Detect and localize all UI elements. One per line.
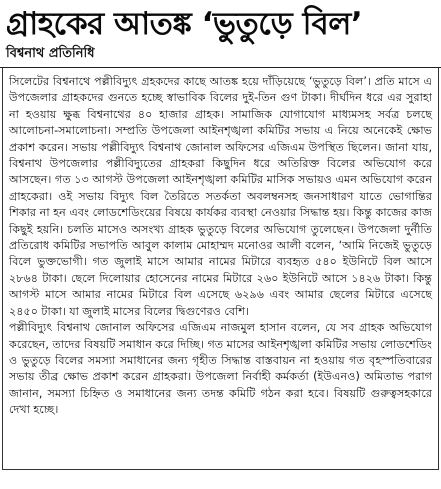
article-body [2,68,439,470]
headline: গ্রাহকের আতঙ্ক ‘ভুতুড়ে বিল’ [6,6,363,42]
byline: বিশ্বনাথ প্রতিনিধি [6,46,95,61]
article-paragraph-2: পল্লীবিদ্যুৎ বিশ্বনাথ জোনাল অফিসের এজিএম নাজমুল হাসান বলেন, যে সব গ্রাহক অভিযোগ করেছেন, তাদের বিষয়টি সমাধান করে দিচ্ছি। গত মাসের আইনশৃঙ্খলা কমিটির সভায় লোডশেডিং ও ভুতুড়ে বিলের সমস্যা সমাধানের জন্য গৃহীত সিদ্ধান্ত বাস্তবায়ন না হওয়ায় গত বৃহস্পতিবারের সভায় তীব্র ক্ষোভ প্রকাশ করেন গ্রাহকরা। উপজেলা নির্বাহী কর্মকর্তা (ইউএনও) অমিতাভ পরাগ জানান, সমস্যা চিহ্নিত ও সমাধানের জন্য তদন্ত কমিটি গঠন করা হবে। বিষয়টি গুরুত্বসহকারে দেখা হচ্ছে। [9,321,432,417]
article-paragraph-1: সিলেটের বিশ্বনাথে পল্লীবিদ্যুৎ গ্রহকদের কাছে আতঙ্ক হয়ে দাঁড়িয়েছে ‘ভুতুড়ে বিল’। প্রতি মাসে এ উপজেলার গ্রাহকদের গুনতে হচ্ছে স্বাভাবিক বিলের দুই-তিন গুণ টাকা। দীর্ঘদিন ধরে এর সুরাহা না হওয়ায় ক্ষুব্ধ বিশ্বনাথের ৪০ হাজার গ্রাহক। সামাজিক যোগাযোগ মাধ্যমসহ সর্বত্র চলছে আলোচনা-সমালোচনা। সম্প্রতি উপজেলা আইনশৃঙ্খলা কমিটির সভায় এ নিয়ে অনেকেই ক্ষোভ প্রকাশ করেন। সভায় পল্লীবিদ্যুৎ বিশ্বনাথ জোনাল অফিসের এজিএম উপস্থিত ছিলেন। জানা যায়, বিশ্বনাথ উপজেলার পল্লীবিদ্যুতের গ্রাহকরা কিছুদিন ধরে অতিরিক্ত বিলের অভিযোগ করে আসছেন। গত ১৩ আগস্ট উপজেলা আইনশৃঙ্খলা কমিটির মাসিক সভায়ও এমন অভিযোগ করেন গ্রাহকেরা। ওই সভায় বিদ্যুৎ বিল তৈরিতে সতর্কতা অবলম্বনসহ জনসাধারণ যাতে ভোগান্তির শিকার না হন এবং লোডশেডিংয়ের বিষয়ে কার্যকর ব্যবস্থা নেওয়ার সিদ্ধান্ত হয়। কিন্তু কাজের কাজ কিছুই হয়নি। চলতি মাসেও অসংখ্য গ্রাহক ভুতুড়ে বিলের অভিযোগ তুলেছেন। উপজেলা দুর্নীতি প্রতিরোধ কমিটির সভাপতি আবুল কালাম মোহাম্মদ মনোওর আলী বলেন, ‘আমি নিজেই ভুতুড়ে বিলে ভুক্তভোগী। গত জুলাই মাসে আমার নামের মিটারে ব্যবহৃত ৫৪০ ইউনিটে বিল আসে ২৮৬৪ টাকা। ছেলে দিলোয়ার হোসেনের নামের মিটারে ২৬০ ইউনিটে আসে ১৪২৬ টাকা। কিন্তু আগস্ট মাসে আমার নামের মিটারে বিল এসেছে ৬২৯৬ এবং আমার ছেলের মিটারে এসেছে ২৪৫০ টাকা। যা জুলাই মাসের বিলের দ্বিগুণেরও বেশি। [9,75,432,318]
